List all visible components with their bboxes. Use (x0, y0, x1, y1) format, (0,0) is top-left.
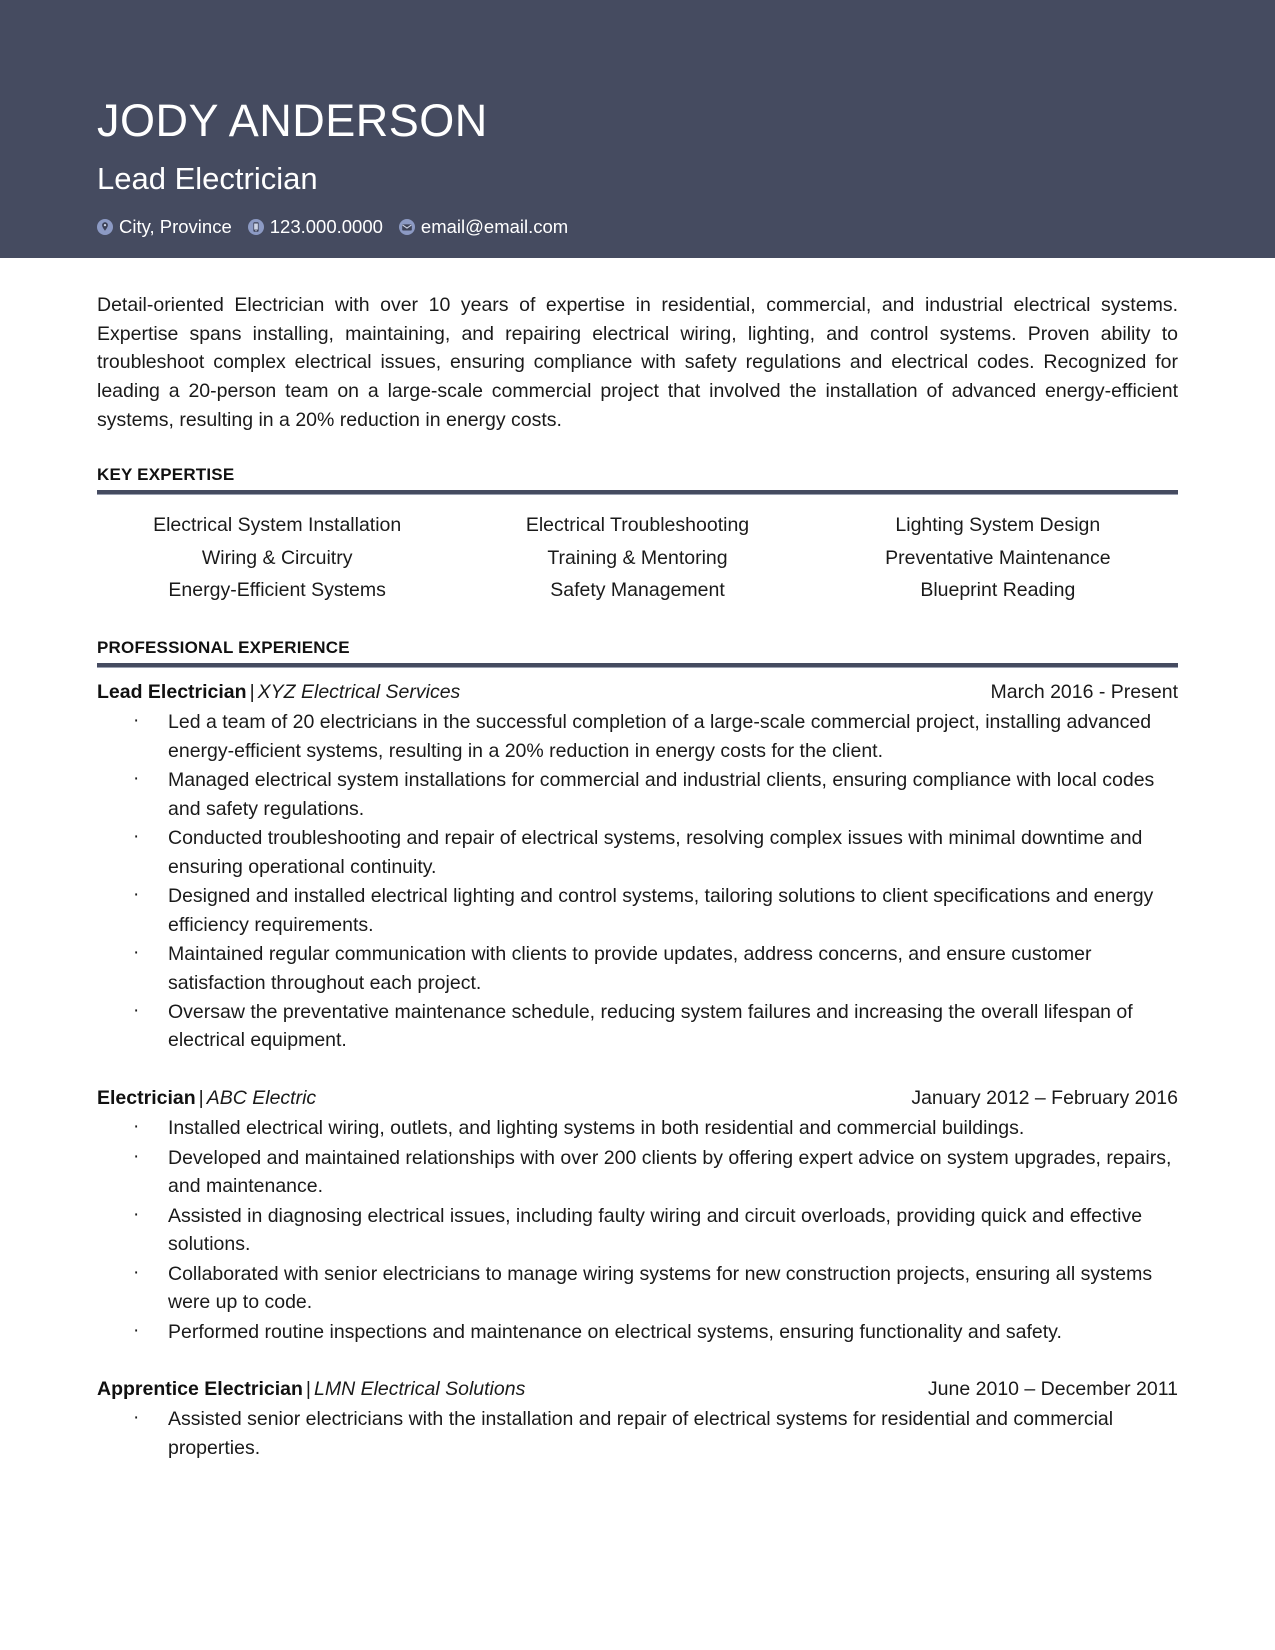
skill-item: Blueprint Reading (920, 579, 1076, 602)
job-role: Lead Electrician (97, 680, 247, 703)
job-bullet (97, 1114, 1178, 1142)
experience-entry-title-line (97, 680, 460, 705)
skill-item: Electrical Troubleshooting (525, 514, 750, 537)
job-dates: June 2010 – December 2011 (927, 1378, 1178, 1401)
bullet-marker: · (133, 1407, 140, 1429)
job-bullet-text: Oversaw the preventative maintenance schedule, reducing system failures and increasing the overall lifespan of electrical equipment. (168, 1001, 1133, 1052)
experience-entry (97, 1347, 1178, 1462)
skill-item: Training & Mentoring (547, 546, 728, 569)
bullet-marker: · (133, 826, 140, 848)
header-job-title: Lead Electrician (97, 161, 318, 196)
location-pin-icon (97, 219, 113, 235)
contact-row (97, 194, 1275, 238)
bullet-marker: · (133, 1145, 140, 1167)
job-bullet (97, 708, 1178, 765)
job-role: Electrician (97, 1086, 196, 1109)
professional-summary: Detail-oriented Electrician with over 10 years of expertise in residential, commercial, and industrial electrical systems. Expertise spans installing, maintaining, and repairing electrical wiring, lighting, and control systems. Proven ability to troubleshoot complex electrical issues, ensuring compliance with safety regulations and electrical codes. Recognized for leading a 20-person team on a large-scale commercial project that involved the installation of advanced energy-efficient systems, resulting in a 20% reduction in energy costs. (97, 294, 1178, 431)
skill-item: Preventative Maintenance (885, 546, 1111, 569)
email-icon (399, 219, 415, 235)
job-bullet-text: Managed electrical system installations for commercial and industrial clients, ensuring compliance with local codes and safety regulations. (168, 769, 1155, 820)
job-bullet-text: Installed electrical wiring, outlets, and lighting systems in both residential and commercial buildings. (168, 1117, 1025, 1140)
job-bullet-text: Designed and installed electrical lighting and control systems, tailoring solutions to client specifications and energy efficiency requirements. (168, 885, 1154, 936)
job-bullet (97, 1144, 1178, 1201)
skill-item: Energy-Efficient Systems (168, 579, 386, 602)
key-expertise-grid (97, 495, 1178, 607)
skill-item: Electrical System Installation (153, 514, 402, 537)
job-bullet (97, 1405, 1178, 1462)
contact-email-text: email@email.com (420, 216, 569, 237)
phone-icon (248, 219, 264, 235)
contact-location (97, 216, 232, 238)
contact-phone (248, 216, 383, 238)
job-bullet (97, 882, 1178, 939)
job-bullet (97, 1202, 1178, 1259)
job-separator: | (249, 680, 255, 703)
skill-item: Lighting System Design (895, 514, 1101, 537)
job-bullet (97, 766, 1178, 823)
experience-entry-title-line (97, 1086, 316, 1111)
experience-entry-header (97, 1086, 1178, 1111)
section-heading-key-expertise: KEY EXPERTISE (97, 465, 235, 485)
job-bullet-list (97, 1402, 1178, 1462)
resume-header (0, 0, 1275, 258)
contact-location-text: City, Province (119, 216, 232, 237)
bullet-marker: · (133, 1319, 140, 1341)
experience-entry-header (97, 680, 1178, 705)
job-separator: | (198, 1086, 204, 1109)
contact-email (399, 216, 568, 238)
experience-entry (97, 1056, 1178, 1346)
bullet-marker: · (133, 1203, 140, 1225)
job-dates: March 2016 - Present (990, 680, 1178, 703)
job-bullet (97, 824, 1178, 881)
job-bullet-text: Developed and maintained relationships with over 200 clients by offering expert advice on system upgrades, repairs, and maintenance. (168, 1146, 1172, 1198)
bullet-marker: · (133, 1116, 140, 1138)
bullet-marker: · (133, 942, 140, 964)
job-dates: January 2012 – February 2016 (911, 1086, 1178, 1109)
job-company: ABC Electric (206, 1086, 317, 1109)
job-company: XYZ Electrical Services (257, 680, 461, 703)
job-bullet-text: Conducted troubleshooting and repair of electrical systems, resolving complex issues with minimal downtime and ensuring operational continuity. (168, 827, 1143, 878)
job-bullet-list (97, 705, 1178, 1055)
bullet-marker: · (133, 710, 140, 732)
job-bullet (97, 998, 1178, 1055)
contact-phone-text: 123.000.0000 (269, 216, 383, 237)
skill-item: Wiring & Circuitry (201, 546, 353, 569)
job-bullet-text: Collaborated with senior electricians to manage wiring systems for new construction projects, ensuring all systems were up to code. (168, 1262, 1153, 1314)
job-bullet-text: Maintained regular communication with clients to provide updates, address concerns, and ensure customer satisfaction throughout each project. (168, 943, 1092, 994)
bullet-marker: · (133, 1261, 140, 1283)
bullet-marker: · (133, 884, 140, 906)
resume-body (0, 258, 1275, 1462)
job-separator: | (305, 1378, 311, 1401)
bullet-marker: · (133, 768, 140, 790)
job-company: LMN Electrical Solutions (313, 1378, 526, 1401)
bullet-marker: · (133, 1000, 140, 1021)
experience-entry-header (97, 1377, 1178, 1402)
job-bullet-text: Performed routine inspections and maintenance on electrical systems, ensuring functionality and safety. (168, 1320, 1062, 1343)
page-title: JODY ANDERSON (97, 95, 488, 146)
experience-entry-title-line (97, 1377, 525, 1402)
job-role: Apprentice Electrician (97, 1378, 303, 1401)
job-bullet (97, 940, 1178, 997)
job-bullet-text: Assisted in diagnosing electrical issues, including faulty wiring and circuit overloads, providing quick and effective solutions. (168, 1204, 1143, 1256)
job-bullet-list (97, 1111, 1178, 1346)
job-bullet (97, 1260, 1178, 1317)
section-heading-professional-experience: PROFESSIONAL EXPERIENCE (97, 637, 350, 657)
job-bullet-text: Assisted senior electricians with the installation and repair of electrical systems for residential and commercial properties. (168, 1408, 1114, 1459)
job-bullet (97, 1318, 1178, 1346)
experience-entry (97, 668, 1178, 1055)
skill-item: Safety Management (550, 579, 725, 602)
job-bullet-text: Led a team of 20 electricians in the successful completion of a large-scale commercial project, installing advanced energy-efficient systems, resulting in a 20% reduction in energy costs for the client. (168, 711, 1152, 762)
